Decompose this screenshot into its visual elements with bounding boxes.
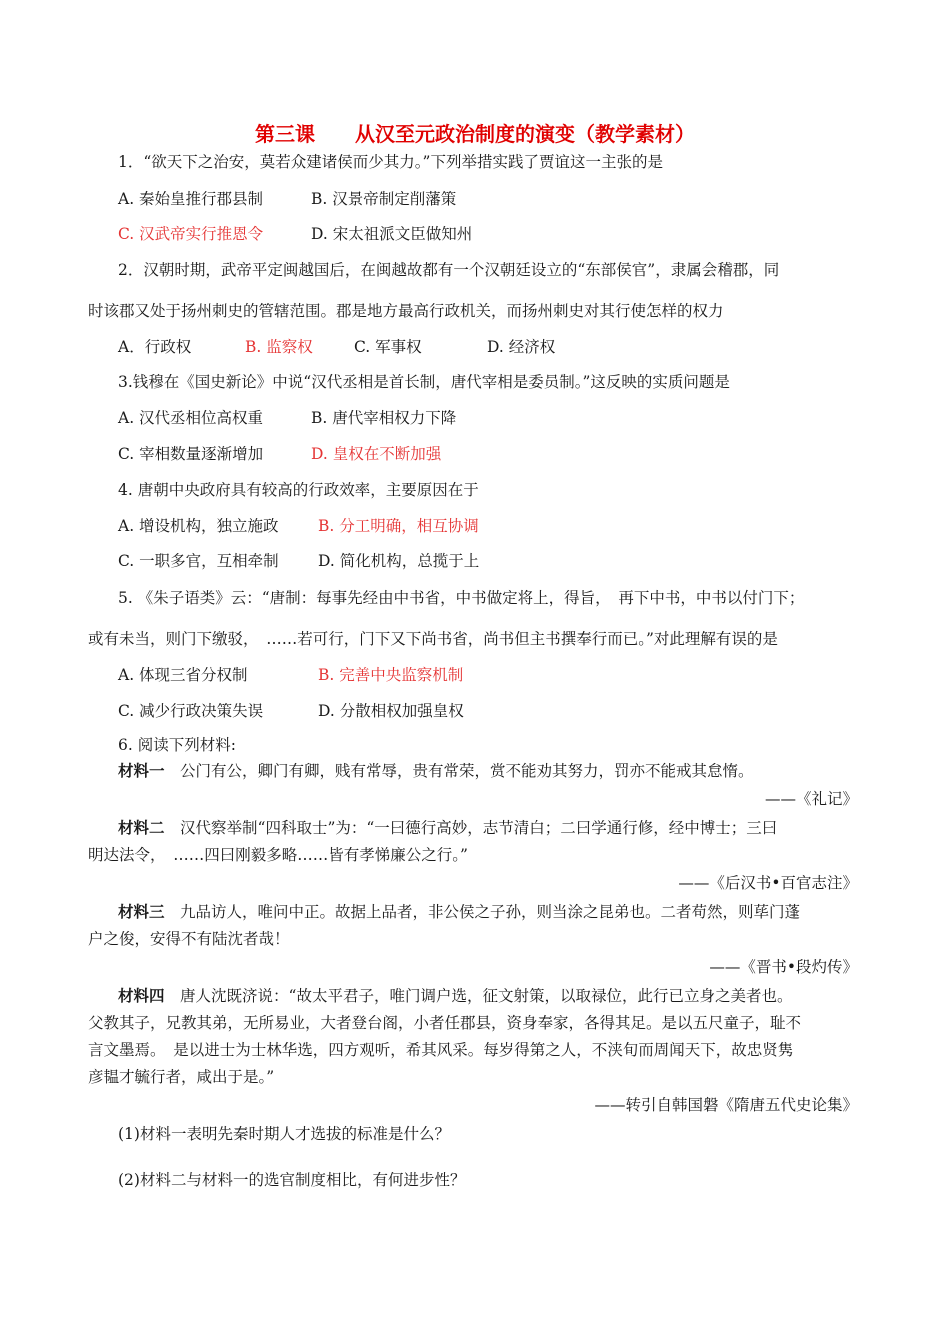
material-1-label: 材料一: [118, 761, 165, 780]
material-4-label: 材料四: [118, 986, 165, 1005]
q5-option-d: D. 分散相权加强皇权: [318, 702, 464, 720]
material-2-source: ——《后汉书•百官志注》: [678, 874, 858, 892]
question-1-stem: 1．“欲天下之治安，莫若众建诸侯而少其力。”下列举措实践了贾谊这一主张的是: [118, 153, 663, 171]
material-1-source: ——《礼记》: [764, 790, 858, 808]
q1-option-b: B. 汉景帝制定削藩策: [311, 190, 457, 208]
q3-option-a: A. 汉代丞相位高权重: [118, 409, 264, 427]
page-title: 第三课 从汉至元政治制度的演变（教学素材）: [255, 122, 695, 146]
material-3-line-2: 户之俊，安得不有陆沈者哉！: [88, 930, 290, 948]
material-4-line-2: 父教其子，兄教其弟，无所易业，大者登台阁，小者任郡县，资身奉家，各得其足。是以五尺童子，耻不: [88, 1014, 802, 1032]
sub-question-2: (2)材料二与材料一的选官制度相比，有何进步性？: [118, 1171, 466, 1189]
material-3-source: ——《晋书•段灼传》: [709, 958, 858, 976]
q1-option-c-answer: C. 汉武帝实行推恩令: [118, 225, 264, 243]
material-4-line-3: 言文墨焉。 是以进士为士林华选，四方观听，希其风采。每岁得第之人，不浃旬而周闻天下，故忠贤隽: [88, 1041, 794, 1059]
q3-option-d-answer: D. 皇权在不断加强: [311, 445, 442, 463]
q4-option-c: C. 一职多官，互相牵制: [118, 552, 279, 570]
q2-option-d: D. 经济权: [487, 338, 556, 356]
material-4-source: ——转引自韩国磐《隋唐五代史论集》: [594, 1096, 858, 1114]
q3-option-b: B. 唐代宰相权力下降: [311, 409, 457, 427]
q5-option-a: A. 体现三省分权制: [118, 666, 248, 684]
q4-option-d: D. 简化机构，总揽于上: [318, 552, 480, 570]
sub-question-1: (1)材料一表明先秦时期人才选拔的标准是什么？: [118, 1125, 450, 1143]
material-3-label: 材料三: [118, 902, 165, 921]
material-4-line-1: 材料四 唐人沈既济说：“故太平君子，唯门调户选，征文射策，以取禄位，此行已立身之美者也。: [118, 986, 793, 1005]
question-4-stem: 4. 唐朝中央政府具有较高的行政效率，主要原因在于: [118, 481, 479, 499]
question-3-stem: 3.钱穆在《国史新论》中说“汉代丞相是首长制，唐代宰相是委员制。”这反映的实质问题是: [118, 373, 730, 391]
q2-option-b-answer: B. 监察权: [245, 338, 313, 356]
material-1-line-1: 材料一 公门有公，卿门有卿，贱有常辱，贵有常荣，赏不能劝其努力，罚亦不能戒其怠惰。: [118, 761, 754, 780]
q2-option-c: C. 军事权: [354, 338, 422, 356]
q4-option-b-answer: B. 分工明确，相互协调: [318, 517, 479, 535]
question-5-stem-line-2: 或有未当，则门下缴驳， ……若可行，门下又下尚书省，尚书但主书撰奉行而已。”对此理解有误的是: [88, 630, 778, 648]
q1-option-d: D. 宋太祖派文臣做知州: [311, 225, 473, 243]
q2-option-a: A．行政权: [118, 338, 192, 356]
question-5-stem-line-1: 5. 《朱子语类》云：“唐制：每事先经由中书省，中书做定将上，得旨， 再下中书，中书以付门下；: [118, 589, 805, 607]
material-3-line-1: 材料三 九品访人，唯问中正。故据上品者，非公侯之子孙，则当涂之昆弟也。二者苟然，则荜门蓬: [118, 902, 801, 921]
question-2-stem-line-1: 2．汉朝时期，武帝平定闽越国后，在闽越故都有一个汉朝廷设立的“东部侯官”，隶属会稽郡，同: [118, 261, 780, 279]
material-4-line-4: 彦韫才毓行者，咸出于是。”: [88, 1068, 275, 1086]
question-6-intro: 6. 阅读下列材料:: [118, 736, 236, 754]
q5-option-c: C. 减少行政决策失误: [118, 702, 264, 720]
material-2-label: 材料二: [118, 818, 165, 837]
material-2-line-1: 材料二 汉代察举制“四科取士”为：“一曰德行高妙，志节清白；二曰学通行修，经中博士；三曰: [118, 818, 778, 837]
q3-option-c: C. 宰相数量逐渐增加: [118, 445, 264, 463]
q4-option-a: A. 增设机构，独立施政: [118, 517, 279, 535]
material-2-line-2: 明达法令， ……四曰刚毅多略……皆有孝悌廉公之行。”: [88, 846, 468, 864]
q5-option-b-answer: B. 完善中央监察机制: [318, 666, 464, 684]
q1-option-a: A. 秦始皇推行郡县制: [118, 190, 264, 208]
question-2-stem-line-2: 时该郡又处于扬州刺史的管辖范围。郡是地方最高行政机关，而扬州刺史对其行使怎样的权力: [88, 302, 724, 320]
